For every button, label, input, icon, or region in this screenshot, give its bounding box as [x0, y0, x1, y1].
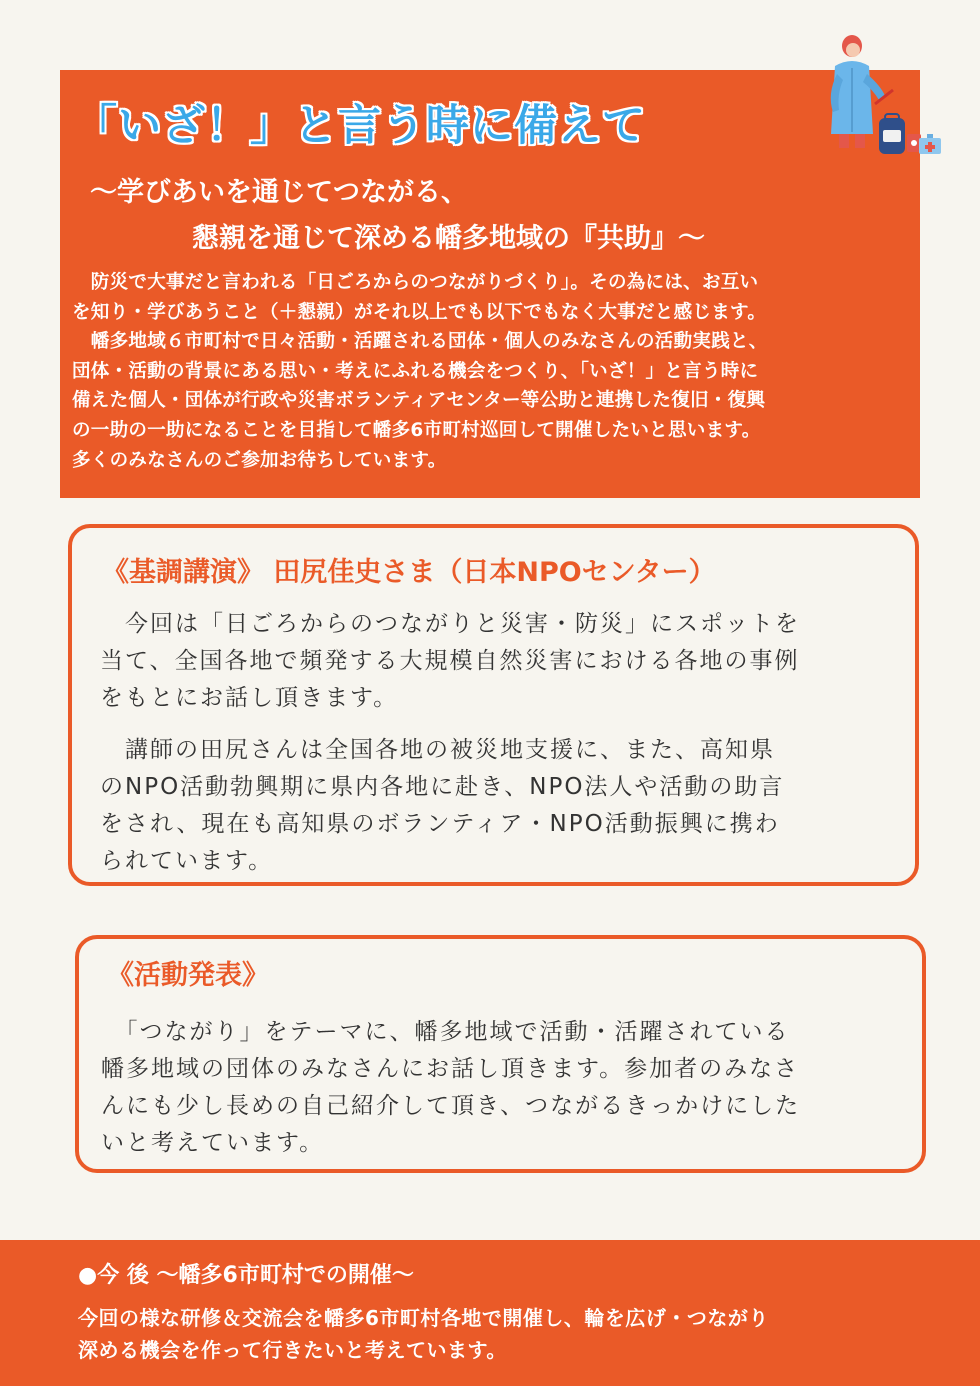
keynote-heading: 《基調講演》 田尻佳史さま（日本NPOセンター） — [102, 557, 716, 588]
subtitle-line-1: ～学びあいを通じてつながる、 — [90, 177, 468, 208]
intro-paragraph-2: 幡多地域６市町村で日々活動・活躍される団体・個人のみなさんの活動実践と、 団体・活動の背景にある思い・考えにふれる機会をつくり、「いざ！」と言う時に 備えた個人・団体が行政や災害ボランティアセンター等公助と連携した復旧・復興 の一助の一助になることを目指して幡多6市町村巡回して開催したいと思います。 — [72, 331, 768, 441]
keynote-body — [100, 606, 900, 880]
activity-body — [101, 1014, 901, 1162]
future-body — [78, 1302, 938, 1366]
disaster-volunteer-illustration-icon — [815, 34, 945, 164]
intro-text — [72, 268, 912, 475]
hero-banner — [60, 70, 920, 498]
activity-heading: 《活動発表》 — [107, 960, 269, 991]
activity-paragraph: 「つながり」をテーマに、幡多地域で活動・活躍されている 幡多地域の団体のみなさんにお話し頂きます。参加者のみなさ んにも少し長めの自己紹介して頂き、つながるきっかけにした いと考えています。 — [101, 1019, 801, 1156]
intro-paragraph-1: 防災で大事だと言われる「日ごろからのつながりづくり」。その為には、お互い を知り・学びあうこと（＋懇親）がそれ以上でも以下でもなく大事だと感じます。 — [72, 272, 767, 323]
subtitle-line-2: 懇親を通じて深める幡多地域の『共助』～ — [192, 223, 705, 254]
activity-section — [75, 935, 926, 1173]
page-title: 「いざ！」と言う時に備えて — [74, 101, 646, 151]
keynote-section — [68, 524, 919, 886]
keynote-paragraph-1: 今回は「日ごろからのつながりと災害・防災」にスポットを 当て、全国各地で頻発する大規模自然災害における各地の事例 をもとにお話し頂きます。 — [100, 611, 800, 711]
intro-paragraph-3: 多くのみなさんのご参加お待ちしています。 — [72, 449, 447, 471]
future-heading: ●今 後 ～幡多6市町村での開催～ — [78, 1263, 414, 1288]
future-plans-banner — [0, 1240, 980, 1386]
keynote-paragraph-2: 講師の田尻さんは全国各地の被災地支援に、また、高知県 のNPO活動勃興期に県内各地に赴き、NPO法人や活動の助言 をされ、現在も高知県のボランティア・NPO活動振興に携わ られています。 — [100, 737, 785, 874]
future-paragraph: 今回の様な研修＆交流会を幡多6市町村各地で開催し、輪を広げ・つながり 深める機会を作って行きたいと考えています。 — [78, 1306, 769, 1362]
